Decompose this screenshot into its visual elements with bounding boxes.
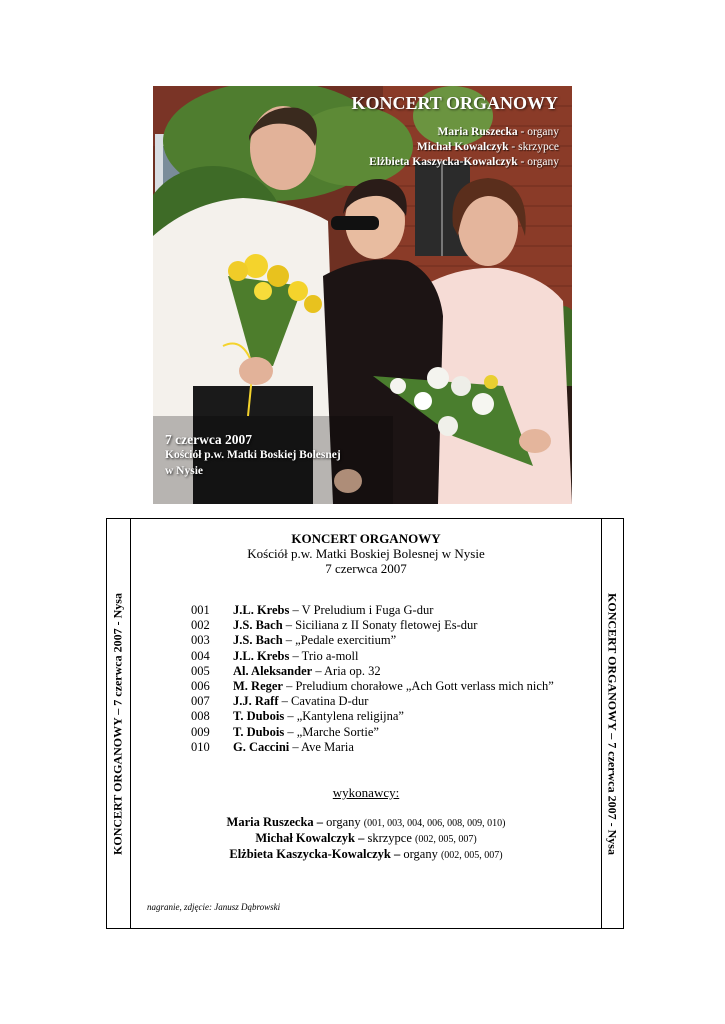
performer-line: Elżbieta Kaszycka-Kowalczyk – organy (002, 005, 007) [229,847,503,861]
performer-line: Maria Ruszecka – organy (001, 003, 004, 006, 008, 009, 010) [226,815,506,829]
performers-heading: wykonawcy: [332,785,400,800]
cover-title: KONCERT ORGANOWY [351,93,558,113]
track-item: 008 T. Dubois – „Kantylena religijna” [191,709,404,724]
cover-date: 7 czerwca 2007 [165,432,252,447]
track-item: 003 J.S. Bach – „Pedale exercitium” [191,633,397,648]
performer-line: Michał Kowalczyk – skrzypce (002, 005, 007) [255,831,477,845]
spine-right-text: KONCERT ORGANOWY – 7 czerwca 2007 - Nysa [605,593,620,855]
cd-back-inlay [106,518,624,929]
cd-cover [153,86,572,504]
track-item: 010 G. Caccini – Ave Maria [191,739,354,754]
track-item: 001 J.L. Krebs – V Preludium i Fuga G-dur [191,603,434,617]
spine-fold-line [130,519,131,928]
inlay-title: KONCERT ORGANOWY [291,531,441,546]
track-item: 006 M. Reger – Preludium chorałowe „Ach Gott verlass mich nich” [191,678,554,693]
inlay-date: 7 czerwca 2007 [325,561,407,576]
track-item: 007 J.J. Raff – Cavatina D-dur [191,694,369,709]
cover-performer: Elżbieta Kaszycka-Kowalczyk - organy [369,156,559,168]
track-item: 002 J.S. Bach – Siciliana z II Sonaty fletowej Es-dur [191,618,478,633]
spine-fold-line [601,519,602,928]
cover-performer: Michał Kowalczyk - skrzypce [416,141,559,153]
track-list [191,603,554,755]
track-item: 004 J.L. Krebs – Trio a-moll [191,648,359,663]
cover-performer: Maria Ruszecka - organy [437,126,559,138]
spine-left-text: KONCERT ORGANOWY – 7 czerwca 2007 - Nysa [110,593,125,855]
track-item: 005 Al. Aleksander – Aria op. 32 [191,663,381,678]
cover-place-city: w Nysie [165,465,204,477]
track-item: 009 T. Dubois – „Marche Sortie” [191,724,379,739]
recording-credit: nagranie, zdjęcie: Janusz Dąbrowski [147,902,281,912]
cover-place: Kościół p.w. Matki Boskiej Bolesnej [165,449,341,461]
inlay-venue: Kościół p.w. Matki Boskiej Bolesnej w Nysie [247,546,485,561]
